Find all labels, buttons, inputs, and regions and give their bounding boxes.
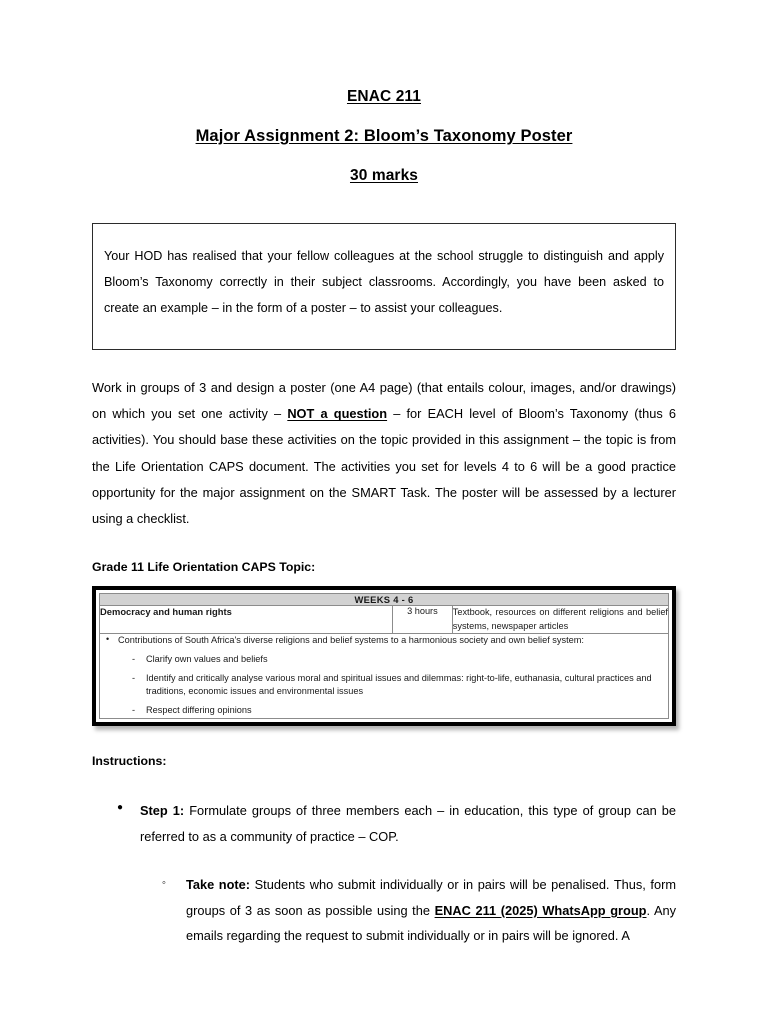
hours-cell: 3 hours (393, 606, 453, 634)
description-part-2: – for EACH level of Bloom’s Taxonomy (thus 6 activities). You should base these activities on the topic provided in this assignment – the topic is from the Life Orientation CAPS document. The activities you set for levels 4 to 6 will be a good practice opportunity for the major assignment on the SMART Task. The poster will be assessed by a lecturer using a checklist. (92, 406, 676, 527)
list-item (118, 634, 668, 718)
caps-table (99, 593, 669, 719)
step-1-text: Formulate groups of three members each – in education, this type of group can be referred to as a community of practice – COP. (140, 802, 676, 844)
take-note-part-1: Students who submit individually or in pairs will be penalised. Thus, form groups of 3 as soon as possible using the (186, 877, 676, 918)
caps-main-bullet-list (100, 634, 668, 718)
course-code-heading (92, 0, 676, 106)
list-item-step-1 (92, 798, 676, 849)
scenario-text: Your HOD has realised that your fellow colleagues at the school struggle to distinguish and apply Bloom’s Taxonomy correctly in their subject classrooms. Accordingly, you have been asked to create an example – in the form of a poster – to assist your colleagues. (104, 249, 664, 315)
caps-main-bullet-text: Contributions of South Africa's diverse religions and belief systems to a harmonious society and own belief system: (118, 635, 584, 645)
resources-cell: Textbook, resources on different religions and belief systems, newspaper articles (452, 606, 668, 634)
assignment-title-heading (92, 106, 676, 146)
list-item: - Respect differing opinions (146, 699, 668, 718)
table-row-detail (100, 634, 669, 719)
caps-topic-heading: Grade 11 Life Orientation CAPS Topic: (92, 560, 316, 575)
instructions-list (92, 798, 676, 949)
topic-cell: Democracy and human rights (100, 606, 393, 634)
take-note-label: Take note: (186, 877, 251, 893)
marks-text: 30 marks (349, 167, 419, 184)
scenario-box (92, 223, 676, 350)
detail-cell (100, 634, 669, 719)
assignment-title-text: Major Assignment 2: Bloom’s Taxonomy Poster (195, 127, 573, 145)
weeks-header-cell: WEEKS 4 - 6 (100, 594, 669, 606)
caps-sub-bullet-list (118, 648, 668, 718)
whatsapp-group-link[interactable]: ENAC 211 (2025) WhatsApp group (434, 902, 647, 918)
description-emphasis: NOT a question (287, 406, 388, 422)
table-row-topic (100, 606, 669, 634)
assignment-description-paragraph (92, 350, 676, 532)
description-part-1: Work in groups of 3 and design a poster (one A4 page) (that entails colour, images, and/or drawings) on which you set one activity – (92, 380, 676, 422)
caps-table-frame (92, 586, 676, 726)
step-1-label: Step 1: (140, 802, 185, 818)
take-note-part-2: . Any emails regarding the request to submit individually or in pairs will be ignored. A (186, 902, 677, 944)
list-item-take-note (140, 872, 676, 949)
list-item: - Clarify own values and beliefs (146, 648, 668, 667)
course-code-text: ENAC 211 (346, 88, 422, 105)
list-item: - Identify and critically analyse various moral and spiritual issues and dilemmas: right-to-life, euthanasia, cultural practices and traditions, economic issues and environmental issues (146, 667, 668, 700)
table-row-weeks-header (100, 594, 669, 606)
instructions-heading: Instructions: (92, 753, 167, 768)
marks-heading (92, 146, 676, 185)
